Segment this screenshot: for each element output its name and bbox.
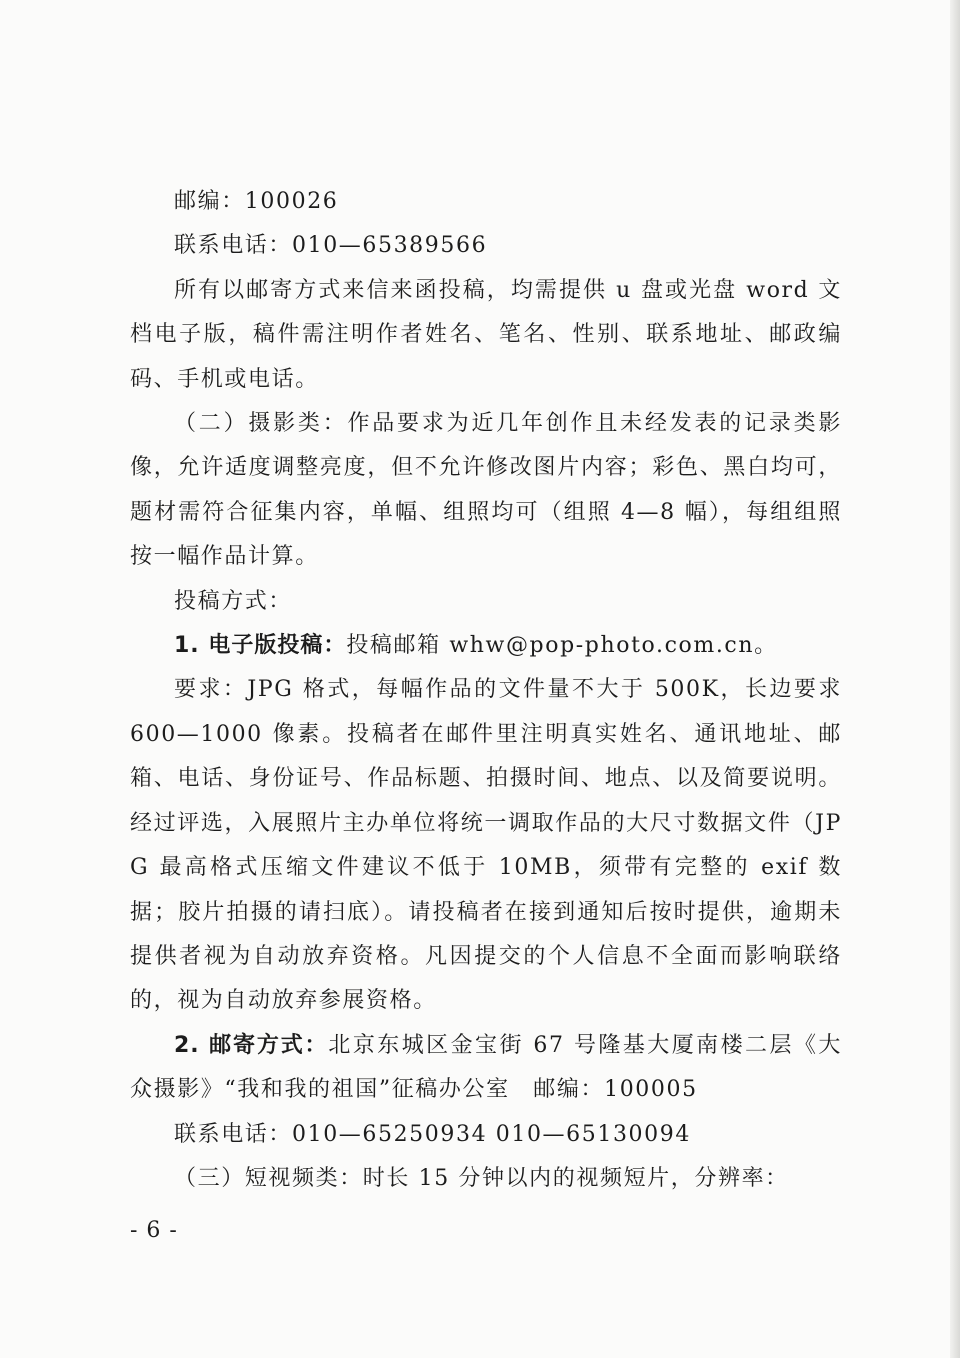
scan-edge-shadow	[950, 0, 960, 1358]
page-number: - 6 -	[130, 1218, 178, 1243]
submission-methods-heading: 投稿方式：	[174, 588, 293, 614]
electronic-submission-label: 1. 电子版投稿：	[174, 633, 347, 659]
mail-method-address: 北京东城区金宝街 67 号隆基大厦南楼二层《大众摄影》“我和我的祖国”征稿办公室 邮编：100005	[130, 1032, 842, 1103]
contact-phones-line: 联系电话：010—65250934 010—65130094	[174, 1121, 691, 1147]
contact-phone-line: 联系电话：010—65389566	[174, 233, 488, 259]
requirements-paragraph: 要求：JPG 格式，每幅作品的文件量不大于 500K，长边要求 600—1000 像素。投稿者在邮件里注明真实姓名、通讯地址、邮箱、电话、身份证号、作品标题、拍摄时间、地点、以及简要说明。经过评选，入展照片主办单位将统一调取作品的大尺寸数据文件（JPG 最高格式压缩文件建议不低于 10MB，须带有完整的 exif 数据；胶片拍摄的请扫底）。请投稿者在接到通知后按时提供，逾期未提供者视为自动放弃资格。凡因提交的个人信息不全面而影响联络的，视为自动放弃参展资格。	[130, 677, 842, 1014]
document-body	[130, 180, 842, 1201]
photography-section-paragraph: （二）摄影类：作品要求为近几年创作且未经发表的记录类影像，允许适度调整亮度，但不允许修改图片内容；彩色、黑白均可，题材需符合征集内容，单幅、组照均可（组照 4—8 幅），每组组照按一幅作品计算。	[130, 411, 842, 570]
mail-method-label: 2. 邮寄方式：	[174, 1032, 329, 1058]
electronic-submission-paragraph	[130, 624, 842, 668]
electronic-submission-email: 投稿邮箱 whw@pop-photo.com.cn。	[346, 633, 778, 659]
mail-method-paragraph	[130, 1024, 842, 1113]
mail-submission-paragraph: 所有以邮寄方式来信来函投稿，均需提供 u 盘或光盘 word 文档电子版，稿件需注明作者姓名、笔名、性别、联系地址、邮政编码、手机或电话。	[130, 277, 842, 392]
postal-code-line: 邮编：100026	[174, 189, 339, 214]
short-video-section-paragraph: （三）短视频类：时长 15 分钟以内的视频短片，分辨率：	[174, 1165, 789, 1191]
